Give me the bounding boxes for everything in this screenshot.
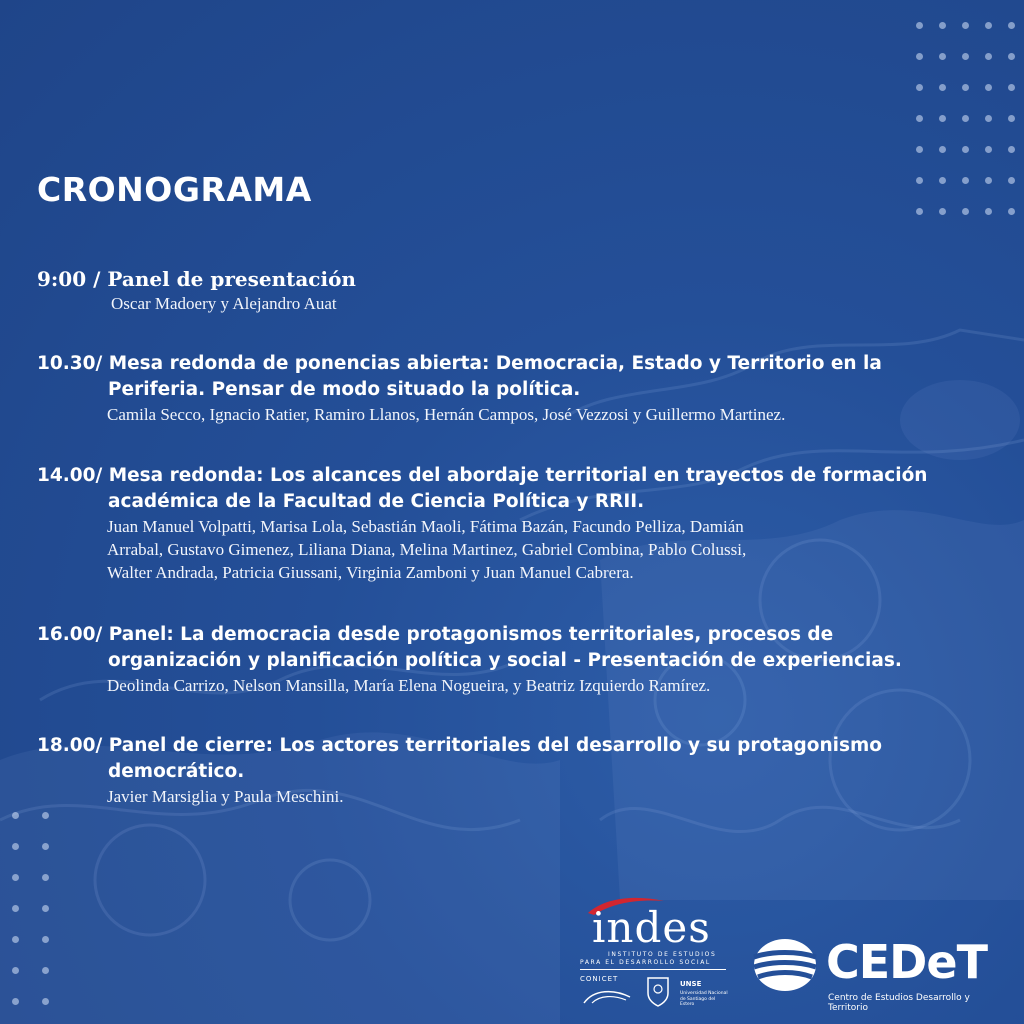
schedule-title: Panel de presentación <box>107 267 356 291</box>
cedet-logo <box>752 935 992 1015</box>
speakers-line: Javier Marsiglia y Paula Meschini. <box>107 787 344 806</box>
schedule-title-line: Panel: La democracia desde protagonismos territoriales, procesos de <box>108 624 834 645</box>
schedule-title-line: Periferia. Pensar de modo situado la política. <box>108 379 581 400</box>
schedule-speakers <box>37 292 997 315</box>
cedet-wordmark: CEDeT <box>826 935 987 989</box>
schedule-speakers <box>37 515 997 584</box>
schedule-item-1030 <box>37 351 997 426</box>
indes-subtitle <box>580 951 730 967</box>
schedule-time: 18.00/ <box>37 735 109 756</box>
schedule-title-line: Mesa redonda de ponencias abierta: Democracia, Estado y Territorio en la <box>108 353 882 374</box>
speakers-line: Arrabal, Gustavo Gimenez, Liliana Diana, Melina Martinez, Gabriel Combina, Pablo Colussi, <box>107 540 747 559</box>
indes-wordmark: indes <box>592 903 711 952</box>
schedule-speakers <box>37 674 997 697</box>
conicet-logo: CONICET <box>580 975 619 983</box>
indes-divider <box>580 969 726 970</box>
schedule-item-0900 <box>37 266 997 315</box>
schedule-heading <box>37 266 997 292</box>
unse-logo: UNSE <box>680 980 702 988</box>
indes-subtitle-line: PARA EL DESARROLLO SOCIAL <box>580 959 711 966</box>
schedule-time: 14.00/ <box>37 465 109 486</box>
unse-subtitle: Universidad Nacional de Santiago del Estero <box>680 991 728 1007</box>
schedule-title-line: académica de la Facultad de Ciencia Política y RRII. <box>108 491 645 512</box>
schedule-heading <box>37 351 997 403</box>
schedule-heading <box>37 463 997 515</box>
schedule-item-1400 <box>37 463 997 584</box>
cedet-subtitle: Centro de Estudios Desarrollo y Territorio <box>828 993 970 1013</box>
schedule-speakers <box>37 403 997 426</box>
schedule-title-line: democrático. <box>108 761 245 782</box>
schedule-heading <box>37 622 997 674</box>
page-title: CRONOGRAMA <box>37 170 312 209</box>
schedule-heading <box>37 733 997 785</box>
cedet-globe-icon <box>752 937 818 993</box>
schedule-item-1600 <box>37 622 997 697</box>
conicet-emblem-icon <box>582 987 632 1005</box>
unse-crest-icon <box>644 975 672 1007</box>
schedule-speakers <box>37 785 997 808</box>
schedule-time: 9:00 / <box>37 267 108 291</box>
indes-subtitle-line: INSTITUTO DE ESTUDIOS <box>608 951 717 958</box>
schedule-time: 16.00/ <box>37 624 109 645</box>
schedule-title-line: organización y planificación política y social - Presentación de experiencias. <box>108 650 902 671</box>
speakers-line: Oscar Madoery y Alejandro Auat <box>111 294 337 313</box>
dot-grid-bottom-left <box>12 812 52 1012</box>
schedule-time: 10.30/ <box>37 353 109 374</box>
schedule-title-line: Panel de cierre: Los actores territoriales del desarrollo y su protagonismo <box>108 735 883 756</box>
speakers-line: Deolinda Carrizo, Nelson Mansilla, María Elena Nogueira, y Beatriz Izquierdo Ramírez. <box>107 676 711 695</box>
schedule-item-1800 <box>37 733 997 808</box>
speakers-line: Walter Andrada, Patricia Giussani, Virginia Zamboni y Juan Manuel Cabrera. <box>107 563 634 582</box>
speakers-line: Juan Manuel Volpatti, Marisa Lola, Sebastián Maoli, Fátima Bazán, Facundo Pelliza, Damián <box>107 517 744 536</box>
schedule-title-line: Mesa redonda: Los alcances del abordaje territorial en trayectos de formación <box>108 465 928 486</box>
dot-grid-top-right <box>916 22 1016 217</box>
indes-logo <box>580 895 730 1015</box>
speakers-line: Camila Secco, Ignacio Ratier, Ramiro Llanos, Hernán Campos, José Vezzosi y Guillermo Martinez. <box>107 405 786 424</box>
